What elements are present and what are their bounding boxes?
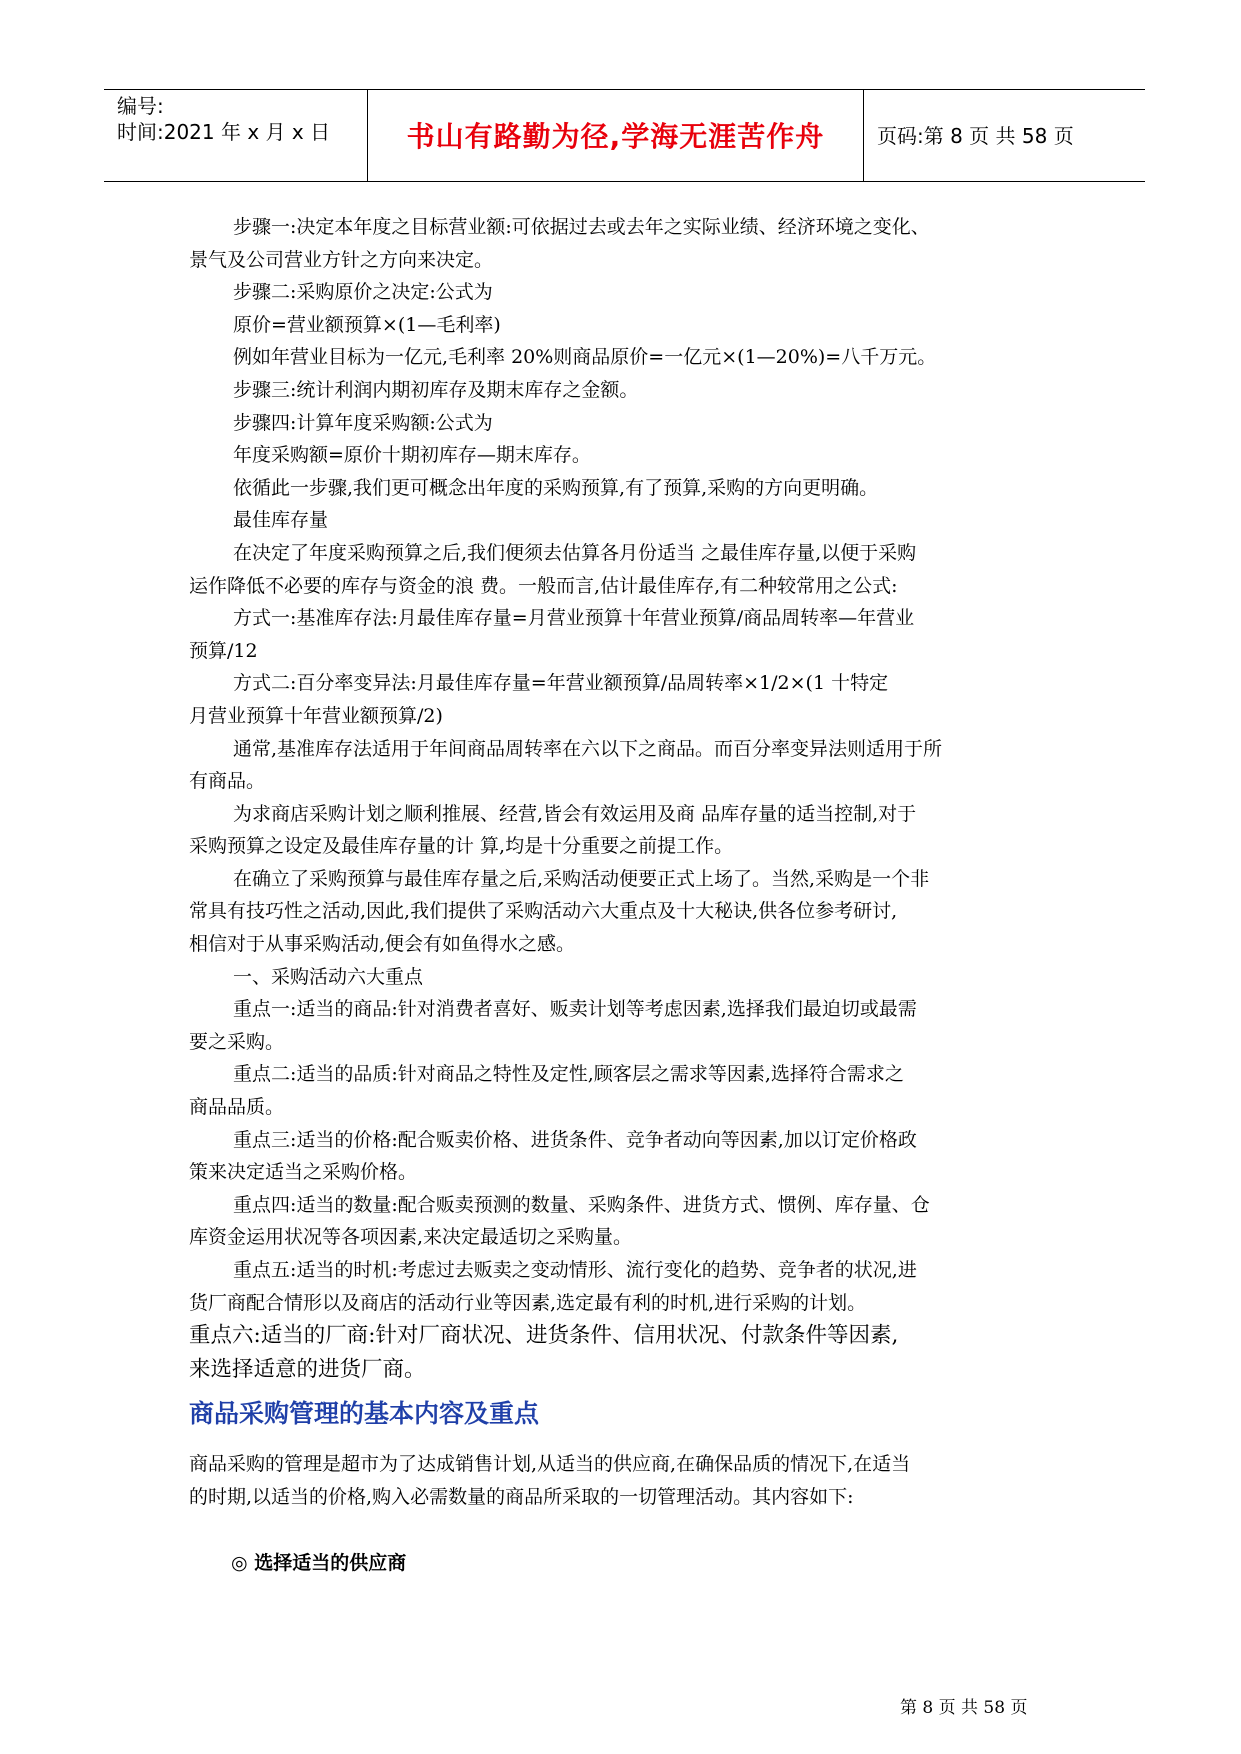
body-line: 重点五:适当的时机:考虑过去贩卖之变动情形、流行变化的趋势、竞争者的状况,进 (233, 1259, 917, 1281)
intro-line: 商品采购的管理是超市为了达成销售计划,从适当的供应商,在确保品质的情况下,在适当 (189, 1453, 911, 1475)
body-line: 重点六:适当的厂商:针对厂商状况、进货条件、信用状况、付款条件等因素, (189, 1323, 899, 1349)
bullet-item: ◎ 选择适当的供应商 (231, 1552, 407, 1574)
section-intro (189, 1448, 1069, 1514)
body-line: 景气及公司营业方针之方向来决定。 (189, 248, 494, 271)
body-line: 重点三:适当的价格:配合贩卖价格、进货条件、竞争者动向等因素,加以订定价格政 (233, 1128, 917, 1151)
time-label: 时间:2021 年 x 月 x 日 (117, 120, 331, 144)
body-line: 有商品。 (189, 770, 266, 793)
body-line: 步骤二:采购原价之决定:公式为 (233, 281, 493, 304)
body-line: 为求商店采购计划之顺利推展、经营,皆会有效运用及商 品库存量的适当控制,对于 (233, 802, 917, 825)
page-footer: 第 8 页 共 58 页 (900, 1698, 1028, 1718)
body-line: 最佳库存量 (233, 509, 329, 532)
header-right-cell (864, 90, 1145, 181)
body-line: 通常,基准库存法适用于年间商品周转率在六以下之商品。而百分率变异法则适用于所 (233, 737, 943, 760)
body-line: 在确立了采购预算与最佳库存量之后,采购活动便要正式上场了。当然,采购是一个非 (233, 867, 930, 890)
body-text (189, 211, 1069, 1387)
page-code: 页码:第 8 页 共 58 页 (877, 124, 1074, 148)
body-line: 重点二:适当的品质:针对商品之特性及定性,顾客层之需求等因素,选择符合需求之 (233, 1063, 904, 1086)
body-line: 要之采购。 (189, 1030, 285, 1053)
body-line: 例如年营业目标为一亿元,毛利率 20%则商品原价=一亿元×(1—20%)=八千万元。 (233, 346, 937, 369)
page-header (104, 89, 1145, 182)
body-line: 一、采购活动六大重点 (233, 965, 424, 988)
number-label: 编号: (117, 94, 164, 118)
motto-text: 书山有路勤为径,学海无涯苦作舟 (406, 120, 825, 153)
body-line: 重点一:适当的商品:针对消费者喜好、贩卖计划等考虑因素,选择我们最迫切或最需 (233, 998, 917, 1021)
body-line: 来选择适意的进货厂商。 (189, 1357, 426, 1383)
body-line: 在决定了年度采购预算之后,我们便须去估算各月份适当 之最佳库存量,以便于采购 (233, 541, 917, 564)
body-line: 月营业预算十年营业额预算/2) (189, 704, 443, 727)
header-motto-cell (368, 90, 864, 181)
body-line: 步骤四:计算年度采购额:公式为 (233, 411, 493, 434)
body-line: 库资金运用状况等各项因素,来决定最适切之采购量。 (189, 1226, 633, 1249)
section-heading: 商品采购管理的基本内容及重点 (189, 1399, 540, 1428)
body-line: 相信对于从事采购活动,便会有如鱼得水之感。 (189, 933, 576, 956)
intro-line: 的时期,以适当的价格,购入必需数量的商品所采取的一切管理活动。其内容如下: (189, 1486, 854, 1508)
body-line: 采购预算之设定及最佳库存量的计 算,均是十分重要之前提工作。 (189, 835, 734, 858)
body-line: 方式二:百分率变异法:月最佳库存量=年营业额预算/品周转率×1/2×(1 十特定 (233, 672, 889, 695)
body-line: 重点四:适当的数量:配合贩卖预测的数量、采购条件、进货方式、惯例、库存量、仓 (233, 1193, 930, 1216)
body-line: 运作降低不必要的库存与资金的浪 费。一般而言,估计最佳库存,有二种较常用之公式: (189, 574, 898, 597)
body-line: 年度采购额=原价十期初库存—期末库存。 (233, 444, 591, 467)
body-line: 常具有技巧性之活动,因此,我们提供了采购活动六大重点及十大秘诀,供各位参考研讨, (189, 900, 898, 923)
body-line: 方式一:基准库存法:月最佳库存量=月营业预算十年营业预算/商品周转率—年营业 (233, 607, 915, 630)
body-line: 原价=营业额预算×(1—毛利率) (233, 313, 501, 336)
body-line: 步骤三:统计利润内期初库存及期末库存之金额。 (233, 378, 639, 401)
body-line: 货厂商配合情形以及商店的活动行业等因素,选定最有利的时机,进行采购的计划。 (189, 1291, 867, 1314)
header-left-cell (104, 90, 368, 181)
body-line: 步骤一:决定本年度之目标营业额:可依据过去或去年之实际业绩、经济环境之变化、 (233, 216, 930, 238)
body-line: 策来决定适当之采购价格。 (189, 1161, 418, 1184)
body-line: 依循此一步骤,我们更可概念出年度的采购预算,有了预算,采购的方向更明确。 (233, 476, 879, 499)
body-line: 商品品质。 (189, 1096, 285, 1119)
body-line: 预算/12 (189, 639, 258, 662)
